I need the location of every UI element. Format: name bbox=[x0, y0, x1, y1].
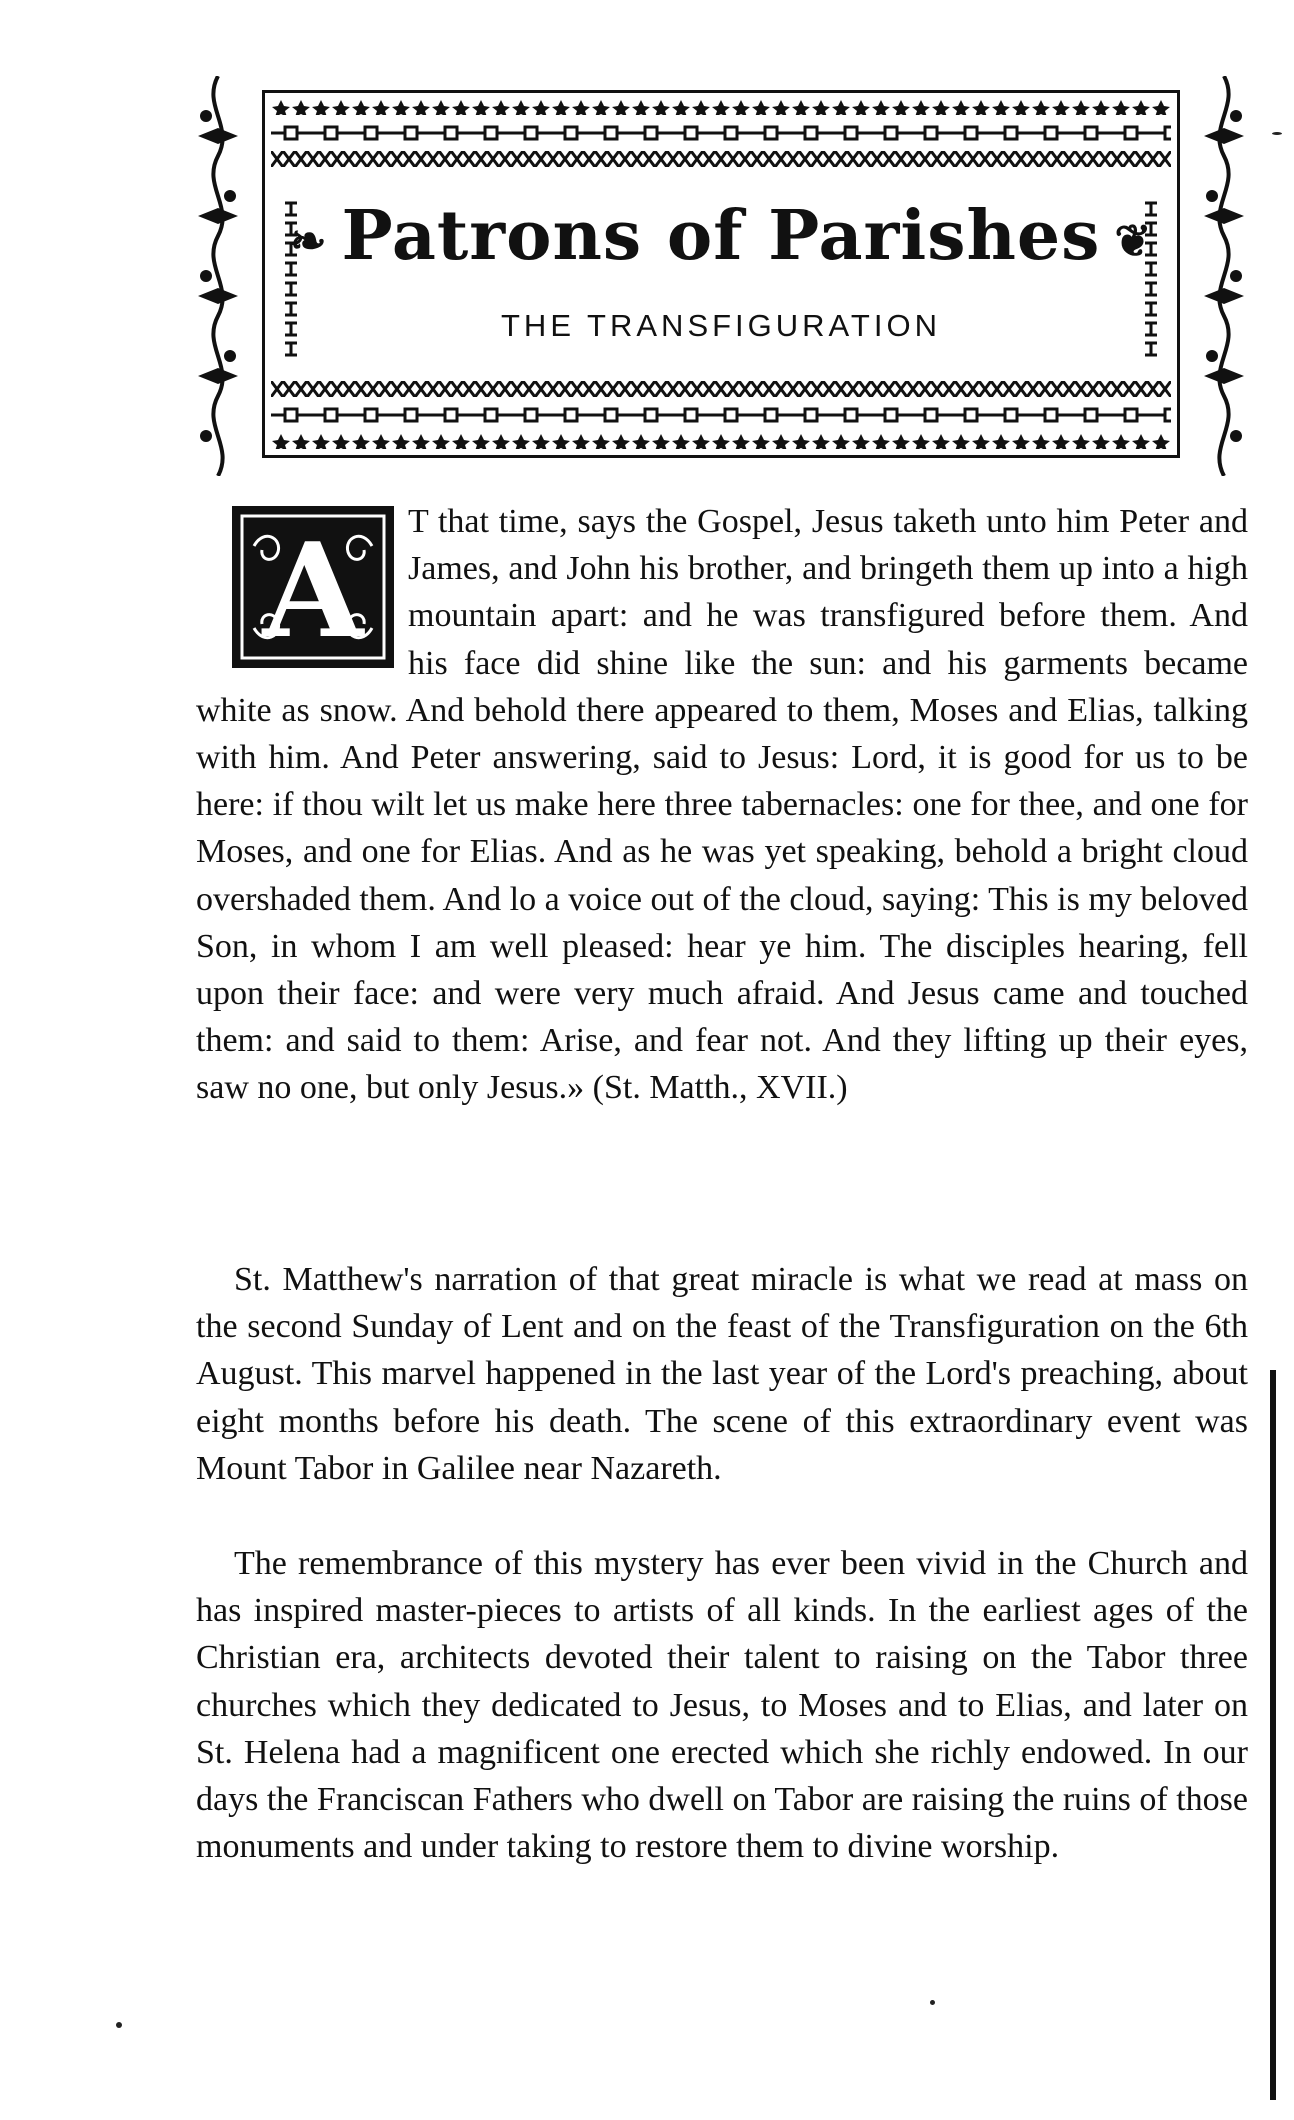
svg-text:A: A bbox=[262, 514, 364, 667]
top-chain-band-icon bbox=[271, 125, 1171, 141]
paragraph-3-text: The remembrance of this mystery has ever been vivid in the Church and has inspired master-pieces to artists of all kinds. In the earliest ages of the Christian era, architects devoted their talent to raising on the Tabor three churches which they dedicated to Jesus, to Moses and to Elias, and later on St. Helena had a magnificent one erected which she richly endowed. In our days the Franciscan Fathers who dwell on Tabor are raising the ruins of those monuments and under taking to restore them to divine worship. bbox=[196, 1545, 1248, 1866]
fleuron-right-icon: ❦ bbox=[1114, 216, 1153, 267]
scan-speck bbox=[1272, 132, 1282, 135]
paragraph-1 bbox=[196, 498, 1248, 1112]
page-subtitle: THE TRANSFIGURATION bbox=[501, 308, 941, 343]
ornamental-vine-left-icon bbox=[196, 76, 240, 476]
chapter-header bbox=[196, 76, 1246, 476]
top-lattice-band-icon bbox=[271, 151, 1171, 167]
bottom-border-band-icon bbox=[271, 433, 1171, 449]
page-title bbox=[196, 196, 1246, 276]
paragraph-1-text: T that time, says the Gospel, Jesus taketh unto him Peter and James, and John his brother, and bringeth them up into a high mountain apart: and he was transfigured before them. And his face did shine like the sun: and his garments became white as snow. And behold there appeared to them, Moses and Elias, talking with him. And Peter answering, said to Jesus: Lord, it is good for us to be here: if thou wilt let us make here three tabernacles: one for thee, and one for Moses, and one for Elias. And as he was yet speaking, behold a bright cloud overshaded them. And lo a voice out of the cloud, saying: This is my beloved Son, in whom I am well pleased: hear ye him. The disciples hearing, fell upon their face: and were very much afraid. And Jesus came and touched them: and said to them: Arise, and fear not. And they lifting up their eyes, saw no one, but only Jesus.» (St. Matth., XVII.) bbox=[196, 503, 1248, 1107]
illuminated-dropcap-icon bbox=[232, 506, 394, 668]
paragraph-2 bbox=[196, 1256, 1248, 1492]
top-border-band-icon bbox=[271, 99, 1171, 115]
ornamental-vine-right-icon bbox=[1202, 76, 1246, 476]
paragraph-3 bbox=[196, 1540, 1248, 1870]
bottom-chain-band-icon bbox=[271, 407, 1171, 423]
scan-speck bbox=[930, 2000, 935, 2005]
paragraph-2-text: St. Matthew's narration of that great miracle is what we read at mass on the second Sunday of Lent and on the feast of the Transfiguration on the 6th August. This marvel happened in the last year of the Lord's preaching, about eight months before his death. The scene of this extraordinary event was Mount Tabor in Galilee near Nazareth. bbox=[196, 1261, 1248, 1487]
fleuron-left-icon: ❧ bbox=[289, 216, 328, 267]
page-title-text: Patrons of Parishes bbox=[341, 196, 1101, 276]
scan-speck bbox=[116, 2022, 122, 2028]
scan-edge-line bbox=[1270, 1370, 1276, 2100]
bottom-lattice-band-icon bbox=[271, 381, 1171, 397]
